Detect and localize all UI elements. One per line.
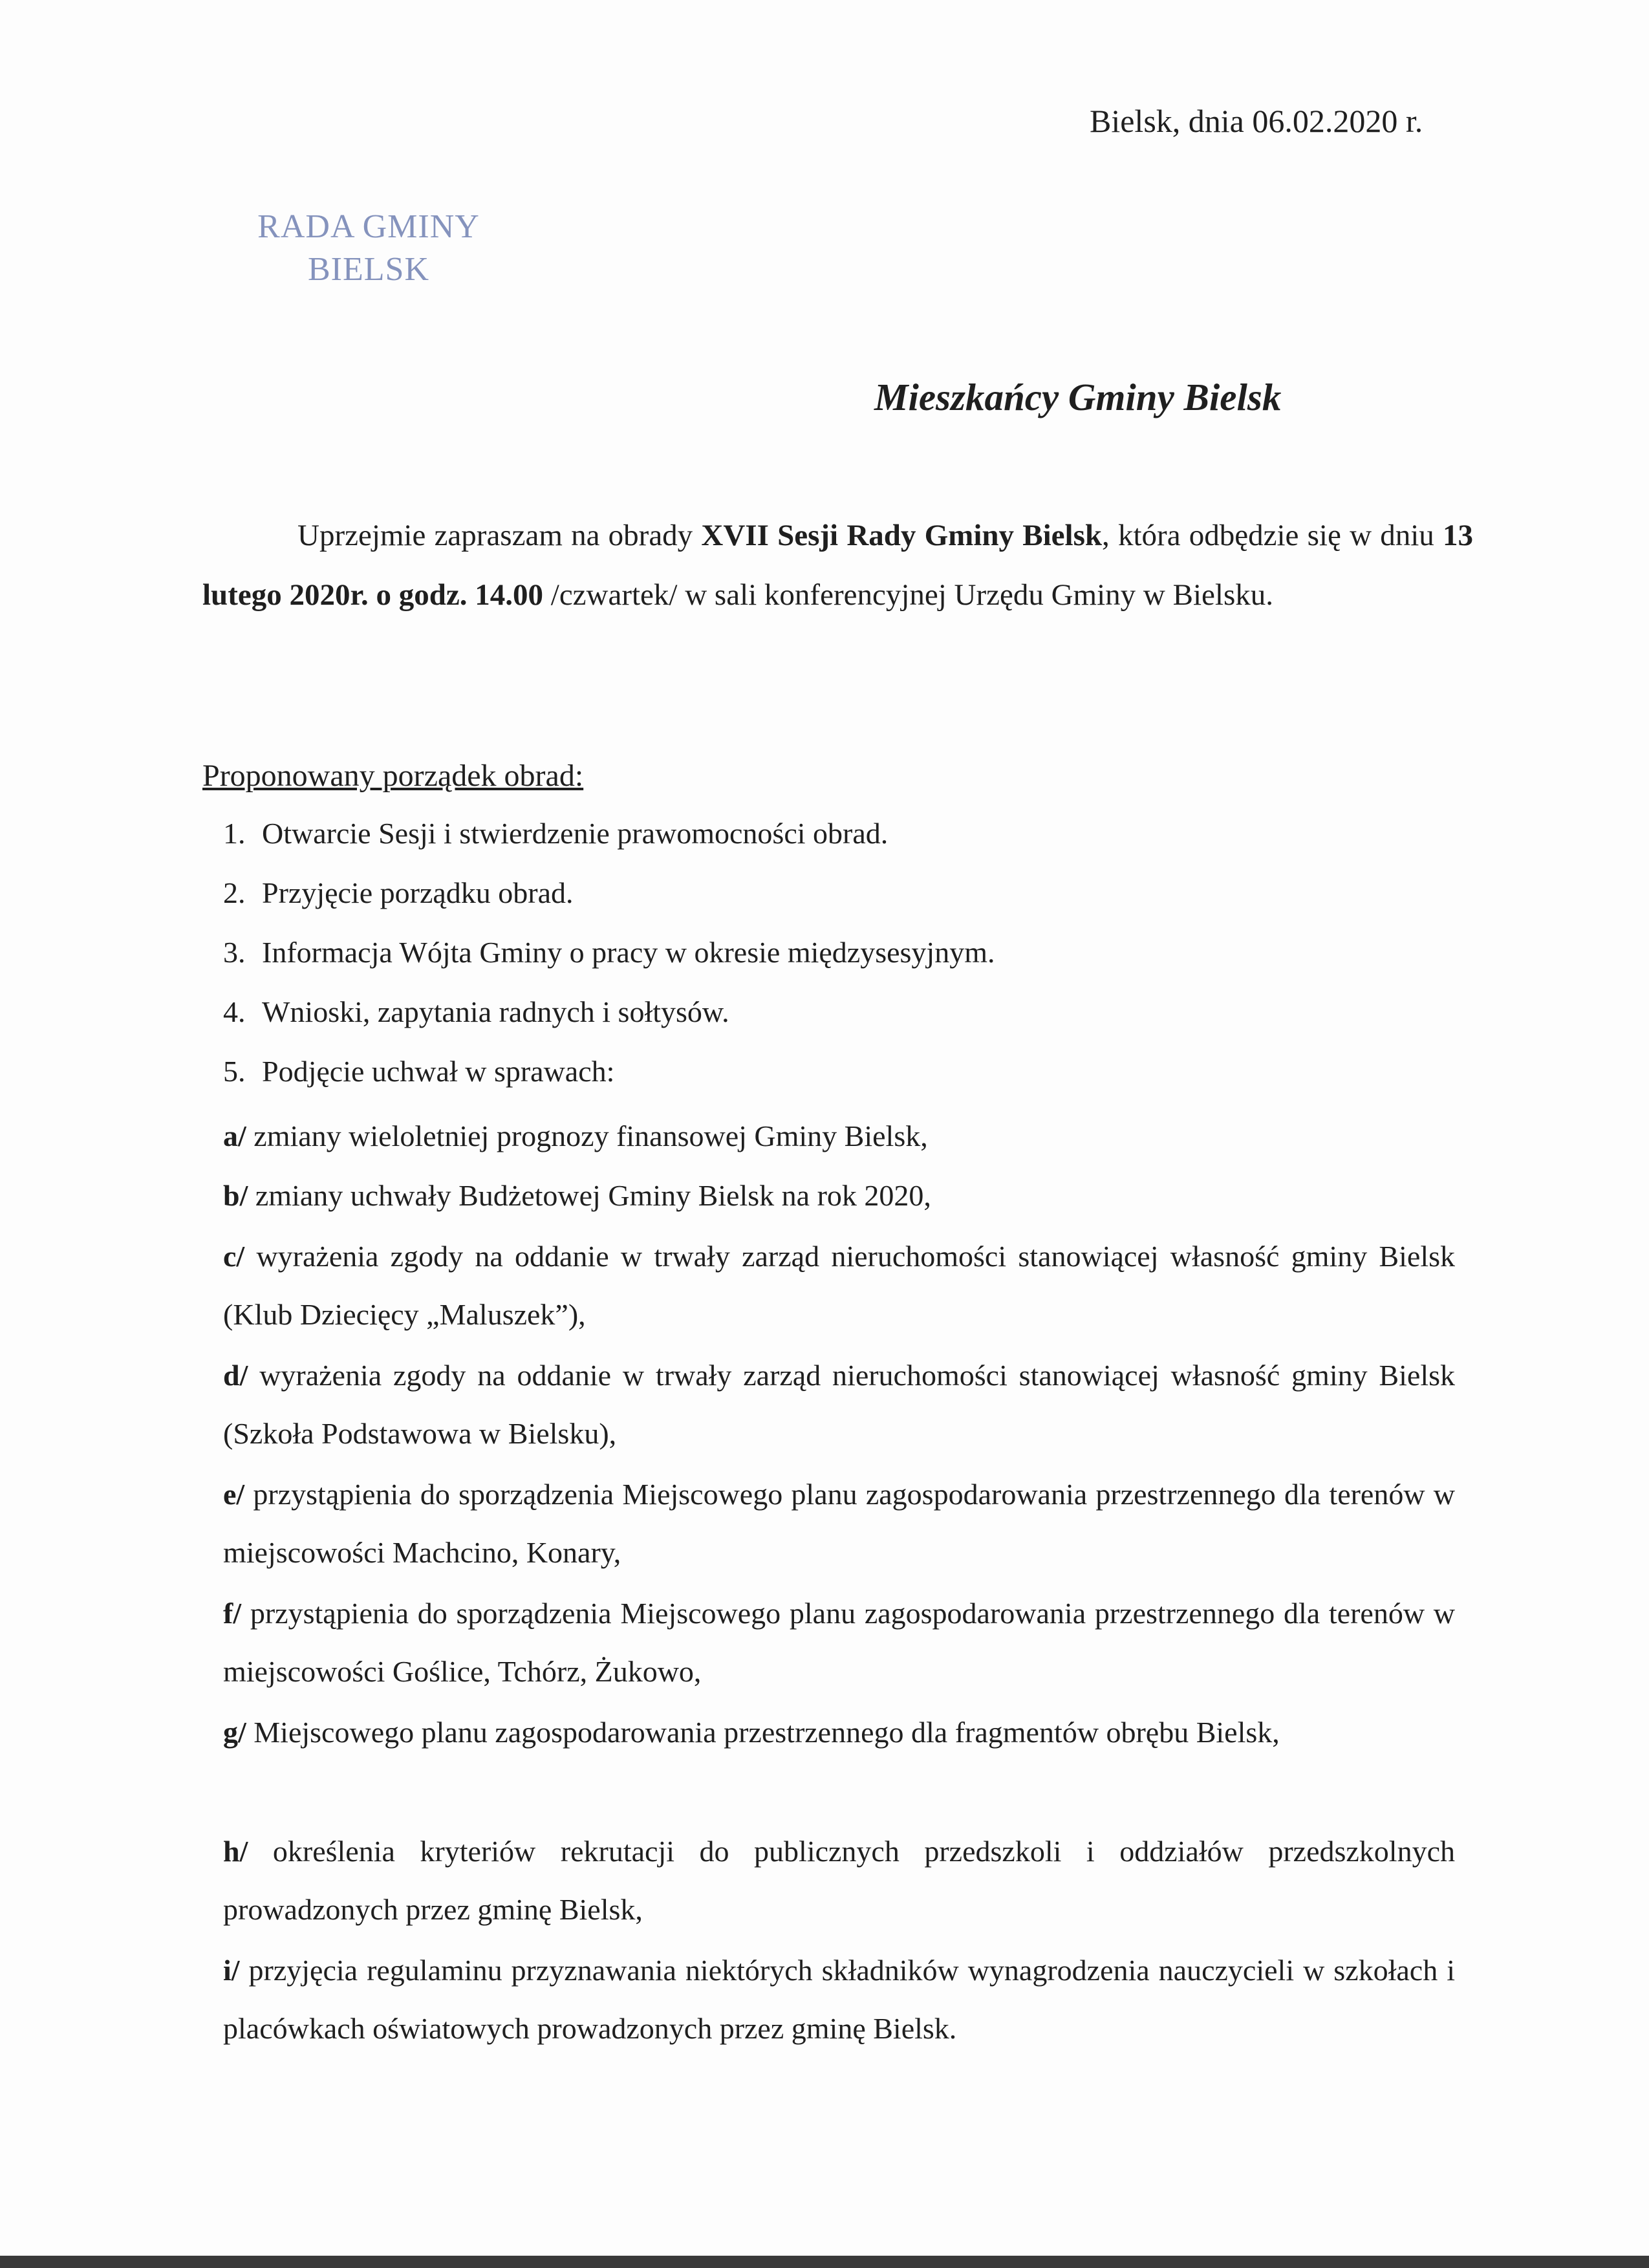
agenda-item-text: Wnioski, zapytania radnych i sołtysów.	[262, 995, 729, 1028]
agenda-item	[223, 995, 729, 1029]
agenda-item	[223, 816, 888, 850]
invitation-text-2: , która odbędzie się w dniu	[1102, 519, 1443, 552]
agenda-item-number: 5.	[223, 1055, 246, 1088]
resolution-letter: h/	[223, 1835, 248, 1868]
agenda-item-number: 4.	[223, 995, 246, 1028]
agenda-item	[223, 1054, 614, 1088]
resolution-text: przyjęcia regulaminu przyznawania niektórych składników wynagrodzenia nauczycieli w szkołach i placówkach oświatowych prowadzonych przez gminę Bielsk.	[223, 1954, 1455, 2045]
resolution-item	[223, 1465, 1455, 1582]
resolution-text: przystąpienia do sporządzenia Miejscowego planu zagospodarowania przestrzennego dla terenów w miejscowości Goślice, Tchórz, Żukowo,	[223, 1597, 1455, 1688]
agenda-item-text: Informacja Wójta Gminy o pracy w okresie międzysesyjnym.	[262, 936, 995, 969]
invitation-paragraph	[202, 506, 1473, 625]
resolution-letter: d/	[223, 1359, 248, 1392]
scan-edge	[0, 2256, 1649, 2268]
session-name: XVII Sesji Rady Gminy Bielsk	[701, 519, 1103, 552]
resolution-item	[223, 1107, 1455, 1165]
council-stamp	[220, 206, 517, 291]
resolution-item	[223, 1822, 1455, 1939]
stamp-line-1: RADA GMINY	[257, 208, 480, 245]
agenda-item	[223, 935, 995, 969]
resolution-letter: e/	[223, 1478, 245, 1511]
agenda-item-text: Otwarcie Sesji i stwierdzenie prawomocności obrad.	[262, 817, 889, 850]
stamp-line-2: BIELSK	[308, 251, 429, 288]
session-datetime: 13 lutego 2020r. o godz. 14.00	[202, 519, 1474, 612]
resolution-letter: a/	[223, 1119, 246, 1152]
agenda-title: Proponowany porządek obrad:	[202, 759, 584, 793]
date-line: Bielsk, dnia 06.02.2020 r.	[1090, 103, 1423, 139]
resolution-letter: c/	[223, 1240, 245, 1273]
invitation-text-3: /czwartek/ w sali konferencyjnej Urzędu Gminy w Bielsku.	[543, 578, 1273, 612]
agenda-item-text: Podjęcie uchwał w sprawach:	[262, 1055, 615, 1088]
agenda-item-text: Przyjęcie porządku obrad.	[262, 876, 574, 909]
resolution-text: wyrażenia zgody na oddanie w trwały zarząd nieruchomości stanowiącej własność gminy Bielsk (Szkoła Podstawowa w Bielsku),	[223, 1359, 1455, 1450]
resolution-item	[223, 1584, 1455, 1701]
resolution-item	[223, 1167, 1455, 1225]
resolution-item	[223, 1227, 1455, 1344]
resolution-letter: i/	[223, 1954, 240, 1987]
agenda-item-number: 1.	[223, 817, 246, 850]
resolution-item	[223, 1703, 1455, 1762]
invitation-text-1: Uprzejmie zapraszam na obrady	[297, 519, 702, 552]
resolution-text: Miejscowego planu zagospodarowania przestrzennego dla fragmentów obrębu Bielsk,	[246, 1716, 1280, 1749]
resolution-letter: g/	[223, 1716, 246, 1749]
resolution-text: wyrażenia zgody na oddanie w trwały zarząd nieruchomości stanowiącej własność gminy Bielsk (Klub Dziecięcy „Maluszek”),	[223, 1240, 1455, 1331]
agenda-item-number: 2.	[223, 876, 246, 909]
resolution-item	[223, 1346, 1455, 1463]
addressee-heading: Mieszkańcy Gminy Bielsk	[874, 376, 1282, 418]
resolution-text: zmiany wieloletniej prognozy finansowej Gminy Bielsk,	[246, 1119, 928, 1152]
resolution-letter: b/	[223, 1179, 248, 1212]
resolution-text: zmiany uchwały Budżetowej Gminy Bielsk na rok 2020,	[248, 1179, 931, 1212]
resolution-text: przystąpienia do sporządzenia Miejscowego planu zagospodarowania przestrzennego dla terenów w miejscowości Machcino, Konary,	[223, 1478, 1455, 1569]
agenda-item-number: 3.	[223, 936, 246, 969]
resolution-item	[223, 1941, 1455, 2058]
resolution-text: określenia kryteriów rekrutacji do publicznych przedszkoli i oddziałów przedszkolnych prowadzonych przez gminę Bielsk,	[223, 1835, 1455, 1926]
resolution-letter: f/	[223, 1597, 242, 1630]
agenda-item	[223, 876, 574, 910]
